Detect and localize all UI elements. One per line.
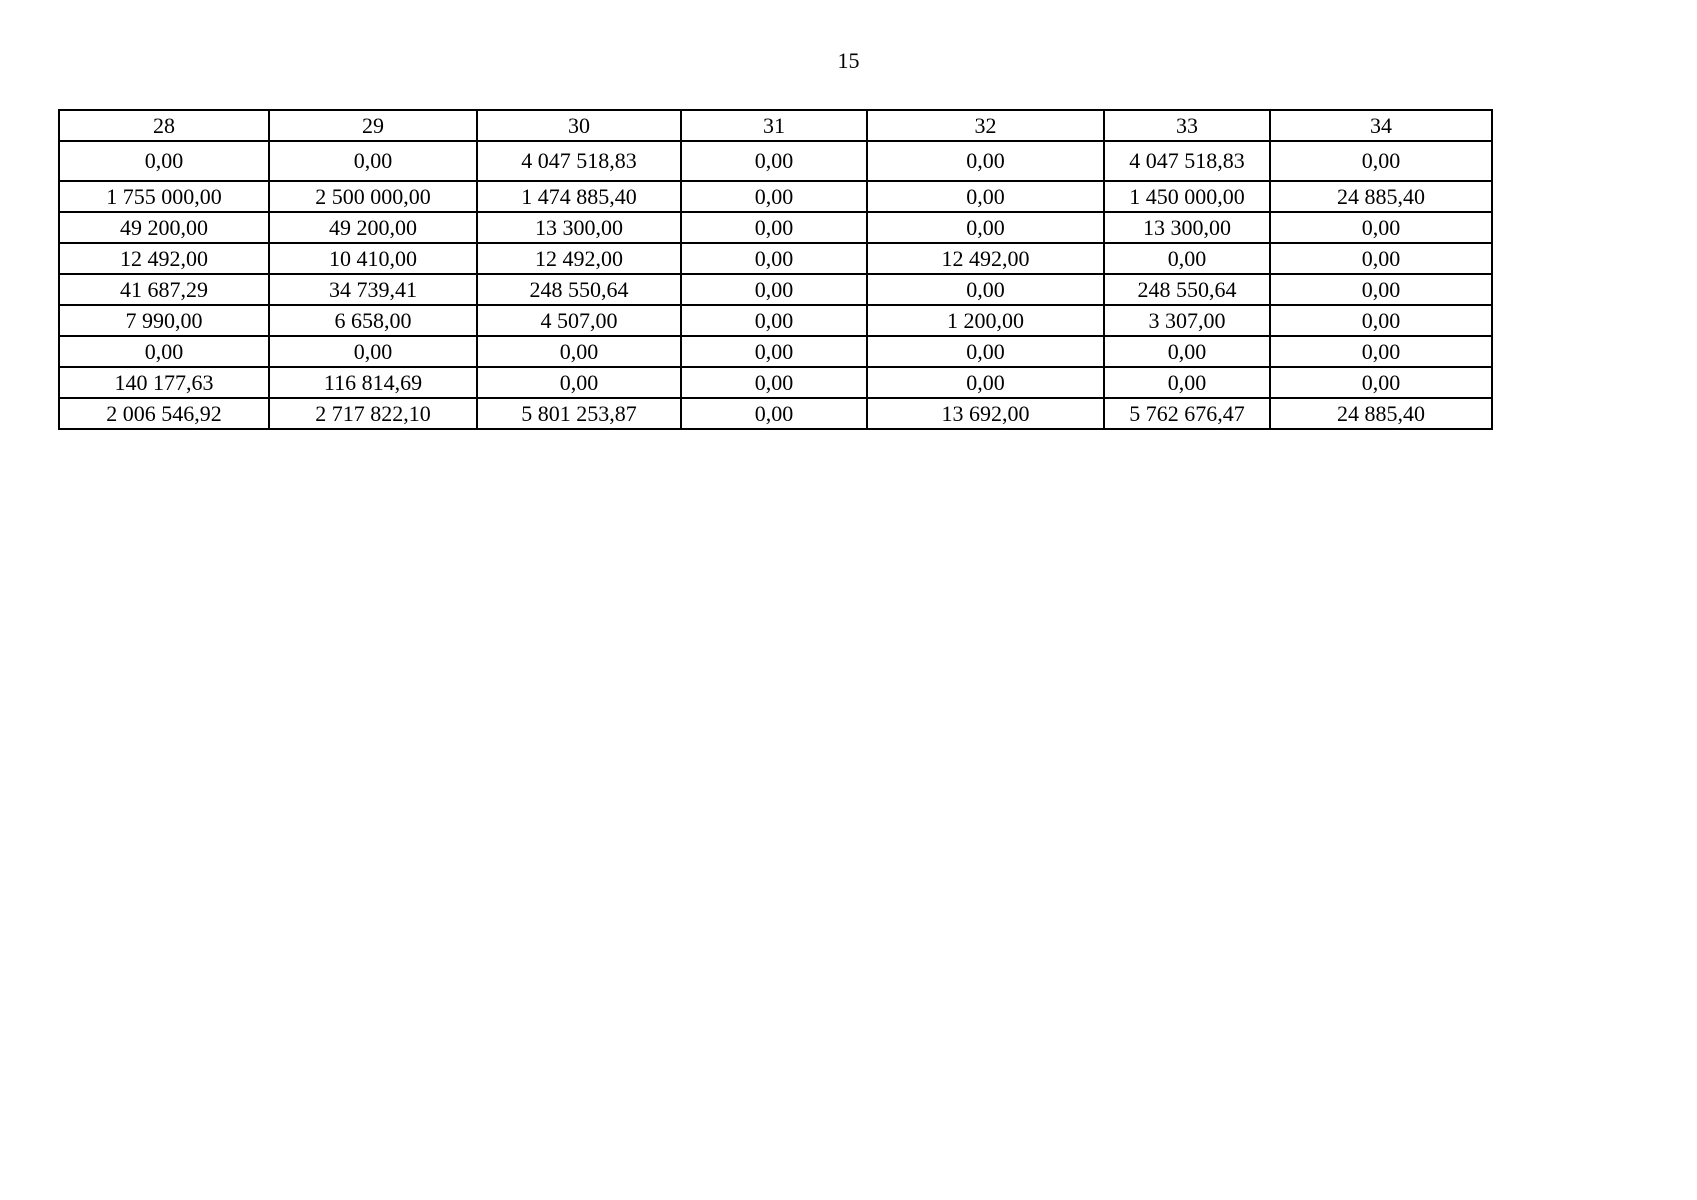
table-cell: 49 200,00	[269, 212, 477, 243]
table-cell: 0,00	[59, 336, 269, 367]
table-cell: 0,00	[867, 141, 1104, 181]
table-cell: 12 492,00	[477, 243, 681, 274]
table-cell: 1 755 000,00	[59, 181, 269, 212]
table-cell: 13 300,00	[1104, 212, 1270, 243]
table-cell: 34 739,41	[269, 274, 477, 305]
table-cell: 0,00	[681, 305, 867, 336]
column-header: 33	[1104, 110, 1270, 141]
table-cell: 1 200,00	[867, 305, 1104, 336]
table-cell: 0,00	[867, 181, 1104, 212]
table-cell: 140 177,63	[59, 367, 269, 398]
column-header: 32	[867, 110, 1104, 141]
table-cell: 0,00	[867, 274, 1104, 305]
table-cell: 0,00	[867, 367, 1104, 398]
table-cell: 0,00	[1270, 336, 1492, 367]
table-cell: 13 300,00	[477, 212, 681, 243]
table-cell: 0,00	[1270, 367, 1492, 398]
table-cell: 0,00	[681, 367, 867, 398]
table-cell: 0,00	[681, 243, 867, 274]
table-cell: 0,00	[1270, 243, 1492, 274]
table-cell: 0,00	[477, 367, 681, 398]
table-cell: 0,00	[681, 212, 867, 243]
column-header: 28	[59, 110, 269, 141]
table-cell: 24 885,40	[1270, 181, 1492, 212]
table-cell: 0,00	[681, 141, 867, 181]
table-cell: 0,00	[59, 141, 269, 181]
table-cell: 0,00	[269, 336, 477, 367]
column-header: 34	[1270, 110, 1492, 141]
table-cell: 2 006 546,92	[59, 398, 269, 429]
table-cell: 13 692,00	[867, 398, 1104, 429]
table-cell: 0,00	[681, 274, 867, 305]
table-cell: 7 990,00	[59, 305, 269, 336]
column-header: 29	[269, 110, 477, 141]
table-row	[59, 181, 1492, 212]
table-cell: 1 474 885,40	[477, 181, 681, 212]
table-row	[59, 243, 1492, 274]
table-cell: 0,00	[1104, 367, 1270, 398]
table-total-row	[59, 398, 1492, 429]
table-cell: 5 762 676,47	[1104, 398, 1270, 429]
column-header: 31	[681, 110, 867, 141]
table-cell: 0,00	[477, 336, 681, 367]
table-cell: 116 814,69	[269, 367, 477, 398]
table-row	[59, 212, 1492, 243]
table-cell: 12 492,00	[867, 243, 1104, 274]
page-number: 15	[837, 48, 860, 73]
table-cell: 0,00	[867, 212, 1104, 243]
table-cell: 2 500 000,00	[269, 181, 477, 212]
column-header: 30	[477, 110, 681, 141]
table-cell: 0,00	[1270, 212, 1492, 243]
table-cell: 248 550,64	[477, 274, 681, 305]
table-cell: 41 687,29	[59, 274, 269, 305]
table-header-row	[59, 110, 1492, 141]
table-cell: 49 200,00	[59, 212, 269, 243]
table-row	[59, 305, 1492, 336]
table-cell: 4 507,00	[477, 305, 681, 336]
table-row	[59, 336, 1492, 367]
table-cell: 0,00	[681, 181, 867, 212]
table-cell: 248 550,64	[1104, 274, 1270, 305]
table-cell: 3 307,00	[1104, 305, 1270, 336]
table-cell: 5 801 253,87	[477, 398, 681, 429]
table-cell: 0,00	[681, 398, 867, 429]
table-cell: 0,00	[269, 141, 477, 181]
table-cell: 0,00	[1270, 141, 1492, 181]
table-row	[59, 274, 1492, 305]
table-cell: 0,00	[1104, 336, 1270, 367]
table-cell: 0,00	[867, 336, 1104, 367]
table-cell: 0,00	[1270, 305, 1492, 336]
table-cell: 2 717 822,10	[269, 398, 477, 429]
table-cell: 1 450 000,00	[1104, 181, 1270, 212]
table-cell: 4 047 518,83	[1104, 141, 1270, 181]
table-cell: 0,00	[1104, 243, 1270, 274]
table-row	[59, 141, 1492, 181]
table-cell: 0,00	[1270, 274, 1492, 305]
table-cell: 10 410,00	[269, 243, 477, 274]
table-cell: 6 658,00	[269, 305, 477, 336]
table-cell: 12 492,00	[59, 243, 269, 274]
table-row	[59, 367, 1492, 398]
table-cell: 4 047 518,83	[477, 141, 681, 181]
table-cell: 24 885,40	[1270, 398, 1492, 429]
table-cell: 0,00	[681, 336, 867, 367]
data-table	[58, 109, 1493, 430]
